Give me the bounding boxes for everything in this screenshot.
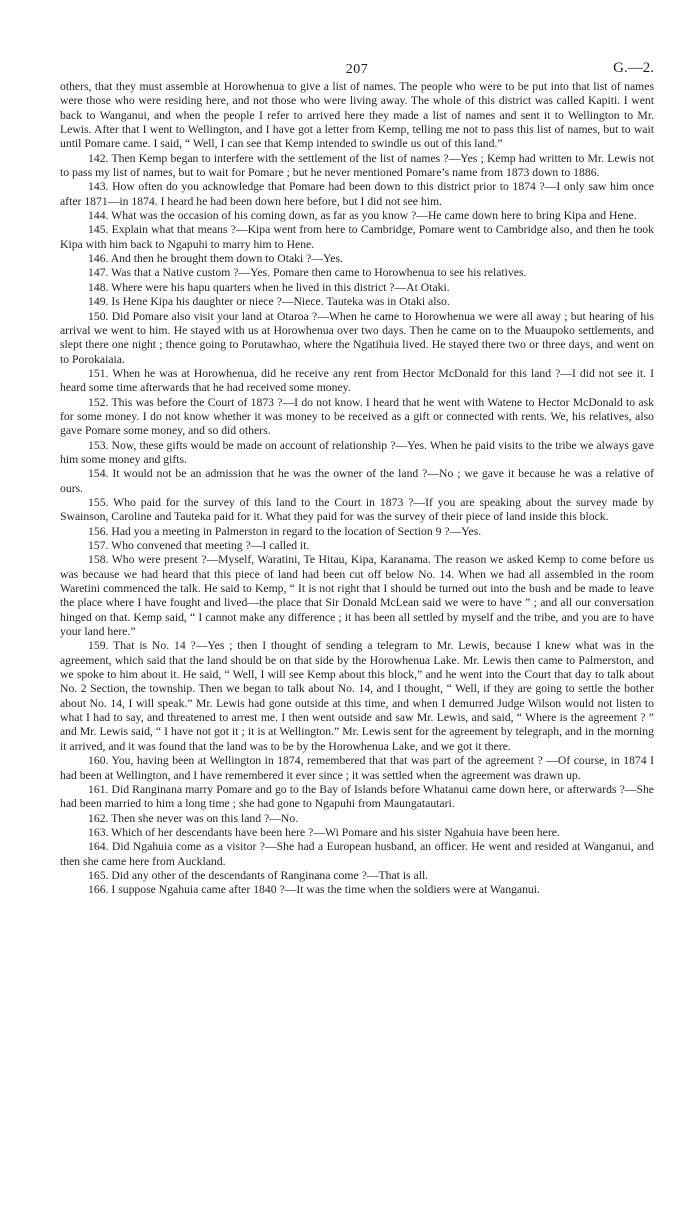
question-158: 158. Who were present ?—Myself, Waratini, Te Hitau, Kipa, Karanama. The reason we asked Kemp to come before us was because we had heard that this piece of land had been cut off below No. 14. When we had all assembled in the room Waretini commenced the talk. He said to Kemp, “ It is not right that I should be turned out into the bush and be made to leave the place where I have fought and lived—the place that Sir Donald McLean said we were to have ” ; and all our conversation hinged on that. Kemp said, “ I cannot make any difference ; it has been all settled by myself and the tribe, and you are to have your land here.”	[60, 553, 654, 639]
question-161: 161. Did Ranginana marry Pomare and go to the Bay of Islands before Whatanui came down here, or afterwards ?—She had been married to him a long time ; she had gone to Ngapuhi from Maungatautari.	[60, 782, 654, 811]
question-154: 154. It would not be an admission that he was the owner of the land ?—No ; we gave it because he was a relative of ours.	[60, 467, 654, 495]
question-148: 148. Where were his hapu quarters when he lived in this district ?—At Otaki.	[88, 280, 450, 294]
question-163: 163. Which of her descendants have been here ?—Wi Pomare and his sister Ngahuia have been here.	[88, 825, 560, 839]
question-153: 153. Now, these gifts would be made on account of relationship ?—Yes. When he paid visits to the tribe we always gave him some money and gifts.	[60, 438, 654, 466]
question-165: 165. Did any other of the descendants of Ranginana come ?—That is all.	[88, 868, 429, 882]
question-157: 157. Who convened that meeting ?—I called it.	[88, 539, 310, 552]
question-150: 150. Did Pomare also visit your land at Otaroa ?—When he came to Horowhenua we were all away ; but hearing of his arrival we went to him. He stayed with us at Horowhenua over two days. Then he came on to the Muaupoko settlements, and slept there one night ; thence going to Porutawhao, where the Ngatihuia lived. He stayed there two or three days, and went on to Porokaiaia.	[60, 309, 654, 366]
body-text	[60, 80, 654, 898]
question-155: 155. Who paid for the survey of this land to the Court in 1873 ?—If you are speaking about the survey made by Swainson, Caroline and Tauteka paid for it. What they paid for was the survey of their piece of land inside this block.	[60, 495, 654, 524]
question-162: 162. Then she never was on this land ?—No.	[88, 811, 299, 825]
question-166: 166. I suppose Ngahuia came after 1840 ?—It was the time when the soldiers were at Wanganui.	[88, 883, 540, 897]
question-147: 147. Was that a Native custom ?—Yes. Pomare then came to Horowhenua to see his relatives.	[88, 266, 527, 280]
question-149: 149. Is Hene Kipa his daughter or niece ?—Niece. Tauteka was in Otaki also.	[88, 295, 450, 309]
question-152: 152. This was before the Court of 1873 ?—I do not know. I heard that he went with Watene to Hector McDonald to ask for some money. I do not know whether it was money to be received as a gift or connected with rents. We, his relatives, also gave Pomare some money, and so did others.	[60, 395, 654, 438]
question-144: 144. What was the occasion of his coming down, as far as you know ?—He came down here to bring Kipa and Hene.	[88, 209, 637, 223]
question-159: 159. That is No. 14 ?—Yes ; then I thought of sending a telegram to Mr. Lewis, because I knew what was in the agreement, which said that the land should be on that side by the Horowhenua Lake. Mr. Lewis then came to Palmerston, and we spoke to him about it. He said, “ Well, I will see Kemp about this block,” and he went into the Court that day to talk about No. 2 Section, the township. Then we began to talk about No. 14, and I thought, “ Well, if they are going to settle the bother about No. 14, I will speak.” Mr. Lewis had gone outside at this time, and when I demurred Judge Wilson would not listen to what I had to say, and threatened to arrest me. I then went outside and saw Mr. Lewis, and said, “ Where is the agreement ? ” and Mr. Lewis said, “ I have not got it ; it is at Wellington.” Mr. Lewis sent for the agreement by telegraph, and in the morning it arrived, and it was found that the land was to be by the Horowhenua Lake, and we got it there.	[60, 639, 654, 753]
question-151: 151. When he was at Horowhenua, did he receive any rent from Hector McDonald for this land ?—I did not see it. I heard some time afterwards that he had received some money.	[60, 366, 654, 395]
question-160: 160. You, having been at Wellington in 1874, remembered that that was part of the agreement ? —Of course, in 1874 I had been at Wellington, and I have remembered it ever since ; it was settled when the agreement was drawn up.	[60, 754, 654, 782]
question-146: 146. And then he brought them down to Otaki ?—Yes.	[88, 252, 343, 266]
page-number: 207	[345, 62, 369, 77]
question-142: 142. Then Kemp began to interfere with the settlement of the list of names ?—Yes ; Kemp had written to Mr. Lewis not to pass my list of names, but to wait for Pomare ; but he never mentioned Pomare’s name from 1873 down to 1886.	[60, 151, 654, 180]
page-header	[60, 0, 654, 80]
question-145: 145. Explain what that means ?—Kipa went from here to Cambridge, Pomare went to Cambridge also, and then he took Kipa with him back to Ngapuhi to marry him to Hene.	[60, 223, 654, 251]
document-reference: G.—2.	[613, 60, 654, 76]
paragraph-continuation: others, that they must assemble at Horowhenua to give a list of names. The people who were to be put into that list of names were those who were residing here, and not those who were living away. The whole of this district was called Kapiti. I went back to Wanganui, and when the people I refer to arrived here they made a list of names and sent it to Wellington to Mr. Lewis. After that I went to Wellington, and I have got a letter from Kemp, telling me not to pass this list of names, but to wait until Pomare came. I said, “ Well, I can see that Kemp intended to swindle us out of this land.”	[60, 80, 654, 151]
question-164: 164. Did Ngahuia come as a visitor ?—She had a European husband, an officer. He went and resided at Wanganui, and then she came here from Auckland.	[60, 840, 654, 868]
question-143: 143. How often do you acknowledge that Pomare had been down to this district prior to 1874 ?—I only saw him once after 1871—in 1874. I heard he had been down here before, but I did not see him.	[60, 180, 654, 208]
question-156: 156. Had you a meeting in Palmerston in regard to the location of Section 9 ?—Yes.	[88, 524, 482, 538]
